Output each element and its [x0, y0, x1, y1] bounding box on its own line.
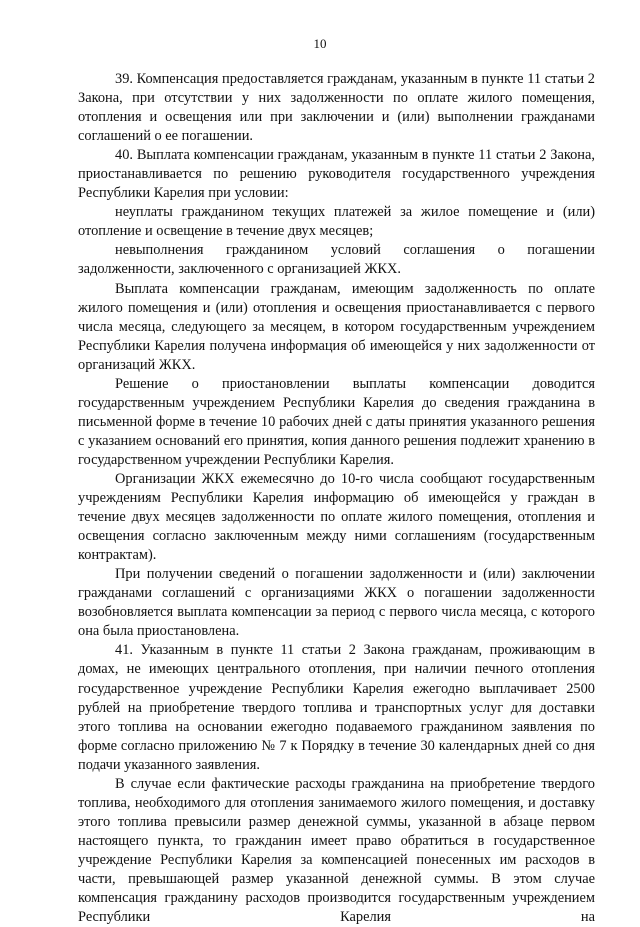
paragraph-suspension-debt: Выплата компенсации гражданам, имеющим задолженность по оплате жилого помещения и (или) отопления и освещения приостанавливается с первого числа месяца, следующего за месяцем, в котором государственным учреждением Республики Карелия получена информация об имеющейся у них задолженности от организаций ЖКХ. — [78, 280, 595, 373]
paragraph-41-excess-costs: В случае если фактические расходы гражданина на приобретение твердого топлива, необходимого для отопления занимаемого жилого помещения, и доставку этого топлива превысили размер денежной суммы, указанной в абзаце первом настоящего пункта, то гражданин имеет право обратиться в государственное учреждение Республики Карелия за компенсацией понесенных им расходов в части, превышающей размер указанной денежной суммы. В этом случае компенсация гражданину расходов производится государственным учреждением Республики Карелия на — [78, 775, 595, 926]
paragraph-resumption: При получении сведений о погашении задолженности и (или) заключении гражданами соглашений с организациями ЖКХ о погашении задолженности возобновляется выплата компенсации за период с первого числа месяца, с которого она была приостановлена. — [78, 566, 595, 640]
paragraph-40-condition-2: невыполнения гражданином условий соглашения о погашении задолженности, заключенного с организацией ЖКХ. — [78, 242, 595, 278]
paragraph-40-condition-1: неуплаты гражданином текущих платежей за жилое помещение и (или) отопление и освещение в течение двух месяцев; — [78, 204, 595, 240]
page-number: 10 — [313, 36, 327, 51]
paragraph-39: 39. Компенсация предоставляется гражданам, указанным в пункте 11 статьи 2 Закона, при отсутствии у них задолженности по оплате жилого помещения, отопления и освещения или при заключении и (или) выполнении гражданами соглашений о ее погашении. — [78, 71, 595, 145]
document-body — [78, 70, 595, 927]
paragraph-41: 41. Указанным в пункте 11 статьи 2 Закона гражданам, проживающим в домах, не имеющих центрального отопления, при наличии печного отопления государственное учреждение Республики Карелия ежегодно выплачивает 2500 рублей на приобретение твердого топлива и транспортных услуг для доставки этого топлива на основании ежегодно подаваемого гражданином заявления по форме согласно приложению № 7 к Порядку в течение 30 календарных дней со дня подачи указанного заявления. — [78, 642, 595, 773]
paragraph-suspension-decision: Решение о приостановлении выплаты компенсации доводится государственным учреждением Республики Карелия до сведения гражданина в письменной форме в течение 10 рабочих дней с даты принятия указанного решения с указанием оснований его принятия, копия данного решения подлежит хранению в государственном учреждении Республики Карелия. — [78, 375, 595, 468]
paragraph-40: 40. Выплата компенсации гражданам, указанным в пункте 11 статьи 2 Закона, приостанавливается по решению руководителя государственного учреждения Республики Карелия при условии: — [78, 147, 595, 202]
paragraph-organizations-report: Организации ЖКХ ежемесячно до 10-го числа сообщают государственным учреждениям Республики Карелия информацию об имеющейся у граждан в течение двух месяцев задолженности по оплате жилого помещения, отопления и освещения согласно заключенным между ними соглашениям (государственным контрактам). — [78, 470, 595, 564]
